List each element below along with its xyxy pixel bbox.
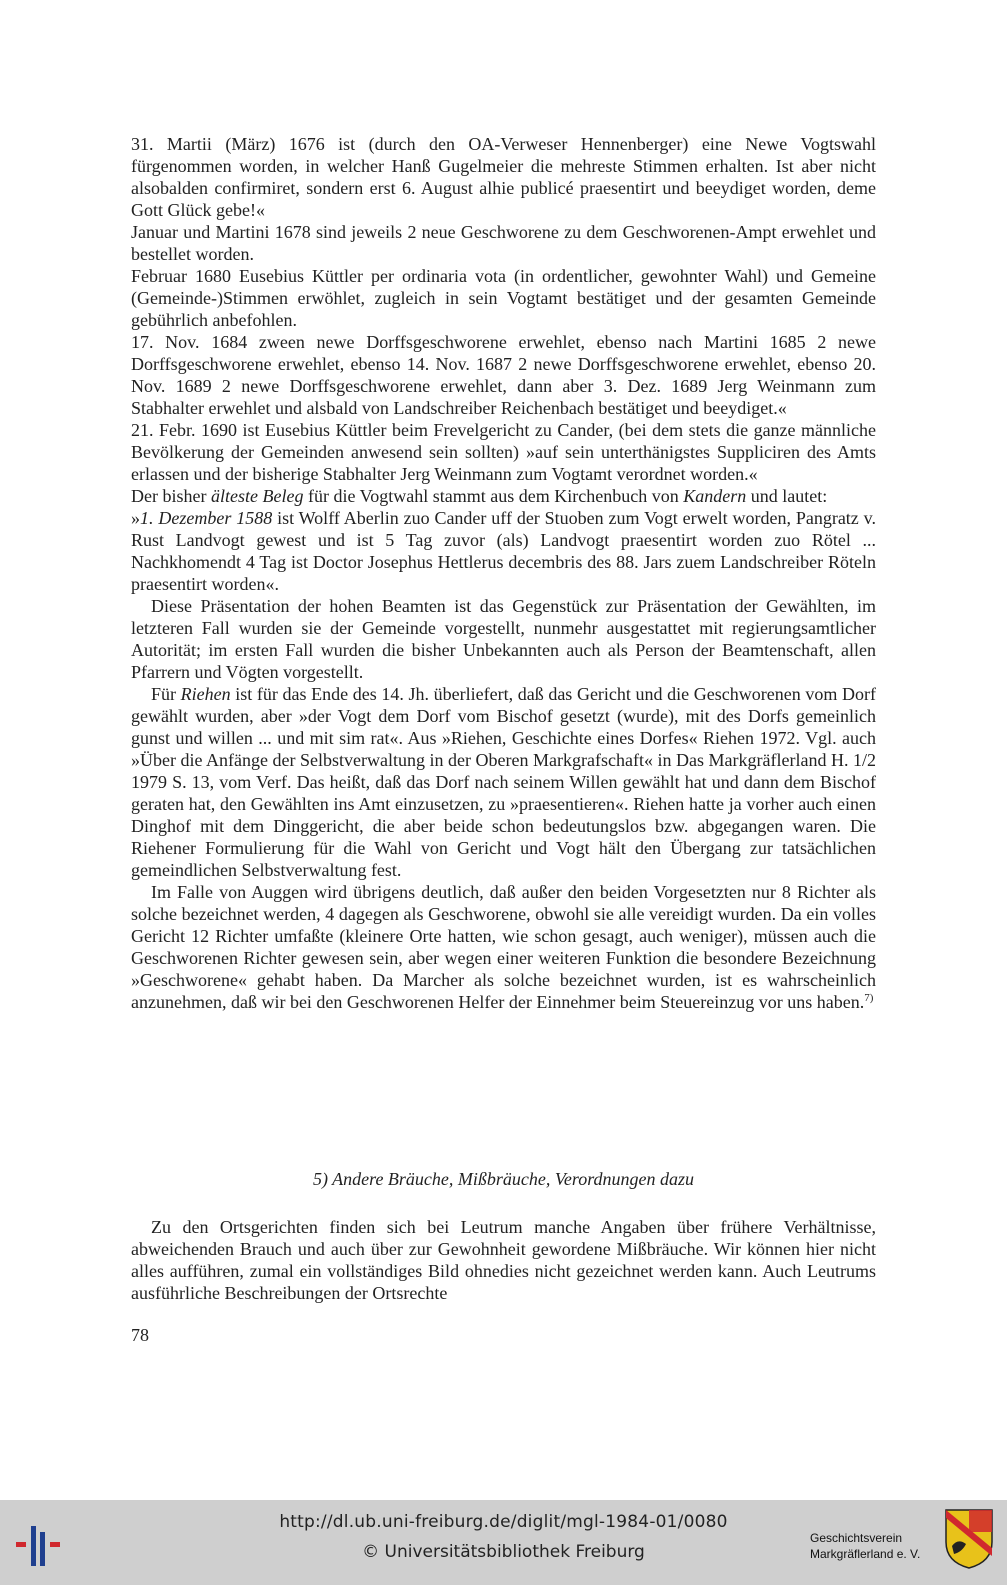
- paragraph-riehen: [131, 683, 876, 881]
- text-block-section: [131, 1216, 876, 1304]
- org-name-line-1: Geschichtsverein: [810, 1531, 903, 1545]
- copyright-text: © Universitätsbibliothek Freiburg: [362, 1542, 645, 1562]
- org-name-line-2: Markgräflerland e. V.: [810, 1547, 921, 1561]
- paragraph-ortsgerichte: Zu den Ortsgerichten finden sich bei Leutrum manche Angaben über frühere Verhältnisse, abweichenden Brauch und auch über zur Gewohnheit gewordene Mißbräuche. Wir können hier nicht alles aufführen, zumal ein vollständiges Bild ohnedies nicht gezeichnet werden kann. Auch Leutrums ausführliche Beschreibungen der Ortsrechte: [131, 1217, 876, 1303]
- emphasis: Kandern: [683, 486, 747, 506]
- paragraph-quote-1588: [131, 507, 876, 595]
- text-span: und lautet:: [746, 486, 828, 506]
- paragraph-auggen: [131, 881, 876, 1013]
- paragraph-1680: Februar 1680 Eusebius Küttler per ordinaria vota (in ordentlicher, gewohnter Wahl) und Gemeine (Gemeinde-)Stimmen erwöhlet, zugleich in sein Vogtamt bestätiget und der gesamten Gemeinde gebührlich anbefohlen.: [131, 266, 876, 330]
- text-span: Für: [151, 684, 181, 704]
- section-heading: 5) Andere Bräuche, Mißbräuche, Verordnungen dazu: [312, 1169, 695, 1189]
- org-name: [810, 1530, 920, 1562]
- paragraph-praesentation: Diese Präsentation der hohen Beamten ist das Gegenstück zur Präsentation der Gewählten, im letzteren Fall wurden sie der Gemeinde vorgestellt, nunmehr ausgestattet mit regierungsamtlicher Autorität; im ersten Fall wurden die bisher Unbekannten auch als Person der Beamtenschaft, allen Pfarrern und Vögten vorgestellt.: [131, 596, 876, 682]
- paragraph-1690: 21. Febr. 1690 ist Eusebius Küttler beim Frevelgericht zu Cander, (bei dem stets die ganze männliche Bevölkerung der Gemeinden anwesend sein sollten) »auf sein unterthänigstes Suppliciren des Amts erlassen und der bisherige Stabhalter Jerg Weinmann zum Vogtamt verordnet worden.«: [131, 420, 876, 484]
- text-block-main: [131, 133, 876, 1013]
- source-url-link[interactable]: http://dl.ub.uni-freiburg.de/diglit/mgl-1984-01/0080: [279, 1512, 728, 1532]
- text-span: »: [131, 508, 140, 528]
- paragraph-1676: 31. Martii (März) 1676 ist (durch den OA-Verweser Hennenberger) eine Newe Vogtswahl fürgenommen worden, in welcher Hanß Gugelmeier die mehreste Stimmen erhalten. Ist aber nicht alsobalden confirmiret, sondern erst 6. August alhie publicé praesentirt und beeydiget worden, deme Gott Glück gebe!«: [131, 134, 876, 220]
- coat-of-arms-icon: [944, 1508, 994, 1570]
- paragraph-beleg: [131, 485, 876, 507]
- text-span: ist für das Ende des 14. Jh. überliefert, daß das Gericht und die Geschworenen vom Dorf gewählt wurden, aber »der Vogt dem Dorf vom Bischof gesetzt (wurde), mit des Dorfs gemeinlich gunst und willen ... und mit sim rat«. Aus »Riehen, Geschichte eines Dorfes« Riehen 1972. Vgl. auch »Über die Anfänge der Selbstverwaltung in der Oberen Markgrafschaft« in Das Markgräflerland H. 1/2 1979 S. 13, vom Verf. Das heißt, daß das Dorf nach seinem Willen gewählt hat und dann dem Bischof geraten hat, den Gewählten ins Amt einzusetzen, zu »praesentieren«. Riehen hatte ja vorher auch einen Dinghof mit dem Dinggericht, die aber beide schon bedeutungslos bzw. abgegangen waren. Die Riehener Formulierung für die Wahl von Gericht und Vogt hält den Übergang zur tatsächlichen gemeindlichen Selbstverwaltung fest.: [131, 684, 876, 880]
- text-span: für die Vogtwahl stammt aus dem Kirchenbuch von: [303, 486, 684, 506]
- emphasis: Riehen: [180, 684, 231, 704]
- footer-bar: [0, 1500, 1007, 1585]
- paragraph-1684: 17. Nov. 1684 zween newe Dorffsgeschworene erwehlet, ebenso nach Martini 1685 2 newe Dorffsgeschworene erwehlet, ebenso 14. Nov. 1687 2 newe Dorffsgeschworene erwehlet, ebenso 20. Nov. 1689 2 newe Dorffsgeschworene erwehlet, dann aber 3. Dez. 1689 Jerg Weinmann zum Stabhalter erwehlet und alsbald von Landschreiber Reichenbach bestätiget und beeydiget.«: [131, 332, 876, 418]
- text-span: Im Falle von Auggen wird übrigens deutlich, daß außer den beiden Vorgesetzten nur 8 Richter als solche bezeichnet werden, 4 dagegen als Geschworene, obwohl sie alle vereidigt wurden. Da ein volles Gericht 12 Richter umfaßte (kleinere Orte hatten, wie schon gesagt, auch weniger), müssen auch die Geschworenen Richter gewesen sein, aber wegen einer weiteren Funktion die besondere Bezeichnung »Geschworene« gehabt haben. Da Marcher als solche bezeichnet wurden, ist es wahrscheinlich anzunehmen, daß wir bei den Geschworenen Helfer der Einnehmer beim Steuereinzug vor uns haben.: [131, 882, 876, 1012]
- footnote-marker[interactable]: 7): [864, 992, 874, 1004]
- emphasis: 1. Dezember 1588: [140, 508, 273, 528]
- page-number: 78: [131, 1325, 149, 1345]
- text-span: Der bisher: [131, 486, 211, 506]
- text-span: ist Wolff Aberlin zuo Cander uff der Stuoben zum Vogt erwelt worden, Pangratz v. Rust Landvogt gewest und ist 5 Tag zuvor (als) Landvogt praesentirt worden zuo Rötel ... Nachkhomendt 4 Tag ist Doctor Josephus Hettlerus decembris des 88. Jars zuem Landschreiber Röteln praesentirt worden«.: [131, 508, 876, 594]
- emphasis: älteste Beleg: [210, 486, 304, 506]
- paragraph-1678: Januar und Martini 1678 sind jeweils 2 neue Geschworene zu dem Geschworenen-Ampt erwehlet und bestellet worden.: [131, 222, 876, 264]
